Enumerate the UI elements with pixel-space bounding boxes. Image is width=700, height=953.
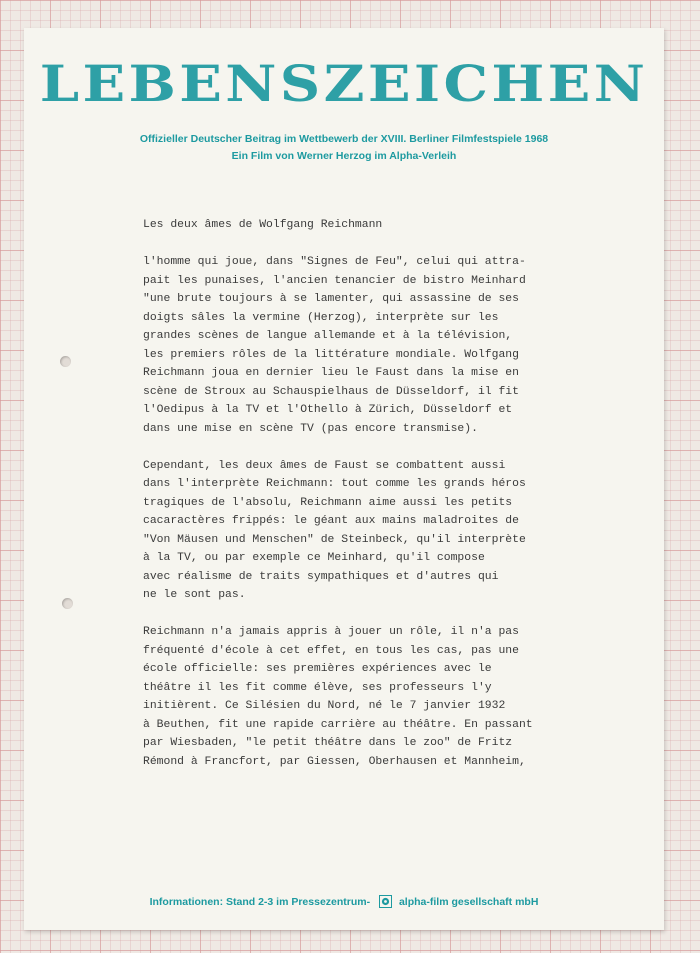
footer-info: Informationen: Stand 2-3 im Pressezentrum- [149,896,371,908]
text-line: Reichmann joua en dernier lieu le Faust dans la mise en [143,367,519,379]
paragraphs [143,253,603,771]
text-line: par Wiesbaden, "le petit théâtre dans le zoo" de Fritz [143,737,513,749]
punch-hole [62,598,73,609]
letterhead-subtitle-film: Ein Film von Werner Herzog im Alpha-Verleih [231,150,457,162]
text-line: école officielle: ses premières expériences avec le [143,663,492,675]
document-heading: Les deux âmes de Wolfgang Reichmann [143,219,383,231]
text-line: l'homme qui joue, dans "Signes de Feu", celui qui attra- [143,256,526,268]
text-line: dans l'interprète Reichmann: tout comme les grands héros [143,478,526,490]
text-line: grandes scènes de langue allemande et à la télévision, [143,330,513,342]
letterhead-title: LEBENSZEICHEN [39,54,649,113]
text-line: "une brute toujours à se lamenter, qui assassine de ses [143,293,519,305]
paragraph [143,457,603,605]
text-line: initièrent. Ce Silésien du Nord, né le 7 janvier 1932 [143,700,506,712]
text-line: avec réalisme de traits sympathiques et d'autres qui [143,570,499,583]
text-line: pait les punaises, l'ancien tenancier de bistro Meinhard [143,274,526,287]
text-line: Rémond à Francfort, par Giessen, Oberhausen et Mannheim, [143,755,526,768]
document-body [143,216,603,790]
text-line: doigts sâles la vermine (Herzog), interprète sur les [143,311,499,324]
text-line: dans une mise en scène TV (pas encore transmise). [143,422,478,435]
paragraph [143,623,603,771]
text-line: ne le sont pas. [143,589,246,601]
text-line: tragiques de l'absolu, Reichmann aime aussi les petits [143,496,513,509]
letterhead-subtitle-festival: Offizieller Deutscher Beitrag im Wettbewerb der XVIII. Berliner Filmfestspiele 1968 [139,133,549,145]
text-line: cacaractères frippés: le géant aux mains maladroites de [143,515,519,527]
text-line: les premiers rôles de la littérature mondiale. Wolfgang [143,348,519,361]
text-line: à la TV, ou par exemple ce Meinhard, qu'il compose [143,552,485,564]
punch-hole [60,356,71,367]
text-line: théâtre il les fit comme élève, ses professeurs l'y [143,681,492,694]
text-line: l'Oedipus à la TV et l'Othello à Zürich, Düsseldorf et [143,404,513,416]
document-page [24,28,664,930]
text-line: Reichmann n'a jamais appris à jouer un rôle, il n'a pas [143,626,519,638]
footer-company: alpha-film gesellschaft mbH [398,896,539,908]
text-line: "Von Mäusen und Menschen" de Steinbeck, qu'il interprète [143,533,526,546]
text-line: Cependant, les deux âmes de Faust se combattent aussi [143,459,506,472]
text-line: fréquenté d'école à cet effet, en tous les cas, pas une [143,644,519,657]
text-line: scène de Stroux au Schauspielhaus de Düsseldorf, il fit [143,385,519,398]
paragraph [143,253,603,438]
footer [24,895,664,908]
alpha-film-logo-icon [379,895,392,908]
text-line: à Beuthen, fit une rapide carrière au théâtre. En passant [143,718,533,731]
